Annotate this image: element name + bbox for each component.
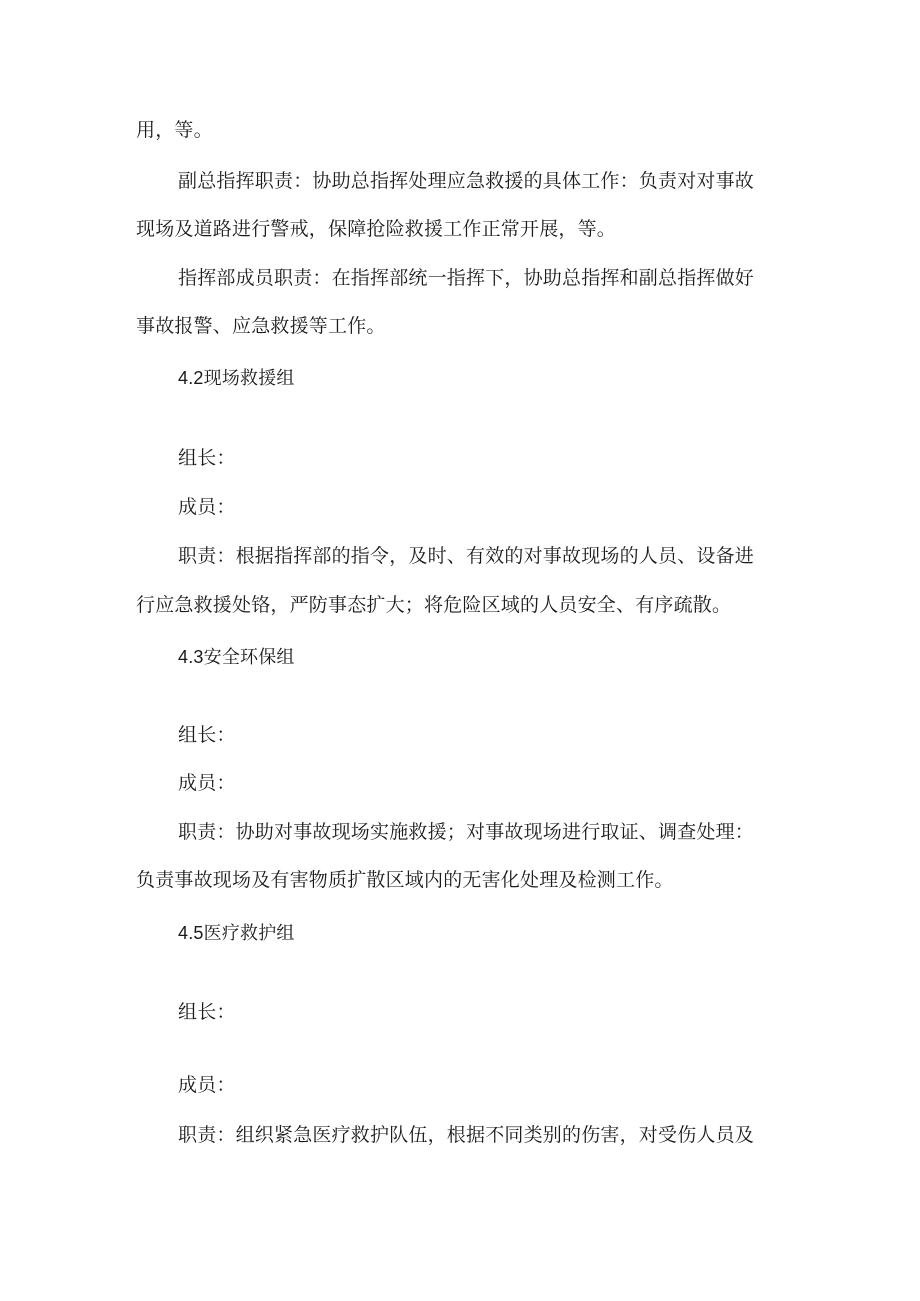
deputy-commander-duty-line-2: 现场及道路进行警戒，保障抢险救援工作正常开展，等。: [136, 218, 617, 240]
section-4-3-members-label: 成员：: [178, 772, 236, 794]
section-heading-4-5: 4.5医疗救护组: [178, 923, 295, 943]
deputy-commander-duty-line-1: 副总指挥职责：协助总指挥处理应急救援的具体工作：负责对对事故: [178, 170, 755, 192]
hq-members-duty-line-1: 指挥部成员职责：在指挥部统一指挥下，协助总指挥和副总指挥做好: [178, 267, 755, 289]
section-4-5-members-label: 成员：: [178, 1074, 236, 1096]
section-4-2-leader-label: 组长：: [178, 447, 236, 469]
section-4-3-leader-label: 组长：: [178, 724, 236, 746]
section-4-3-duty-line-2: 负责事故现场及有害物质扩散区域内的无害化处理及检测工作。: [136, 869, 674, 891]
paragraph-continuation: 用，等。: [136, 119, 213, 141]
section-4-3-duty-line-1: 职责：协助对事故现场实施救援；对事故现场进行取证、调查处理：: [178, 821, 755, 843]
section-4-2-members-label: 成员：: [178, 496, 236, 518]
section-4-5-leader-label: 组长：: [178, 1001, 236, 1023]
section-4-2-duty-line-2: 行应急救援处铬，严防事态扩大；将危险区域的人员安全、有序疏散。: [136, 594, 732, 616]
section-heading-4-3: 4.3安全环保组: [178, 647, 295, 667]
hq-members-duty-line-2: 事故报警、应急救援等工作。: [136, 315, 386, 337]
section-4-2-duty-line-1: 职责：根据指挥部的指令，及时、有效的对事故现场的人员、设备进: [178, 545, 755, 567]
section-heading-4-2: 4.2现场救援组: [178, 368, 295, 388]
section-4-5-duty-line-1: 职责：组织紧急医疗救护队伍，根据不同类别的伤害，对受伤人员及: [178, 1124, 755, 1146]
